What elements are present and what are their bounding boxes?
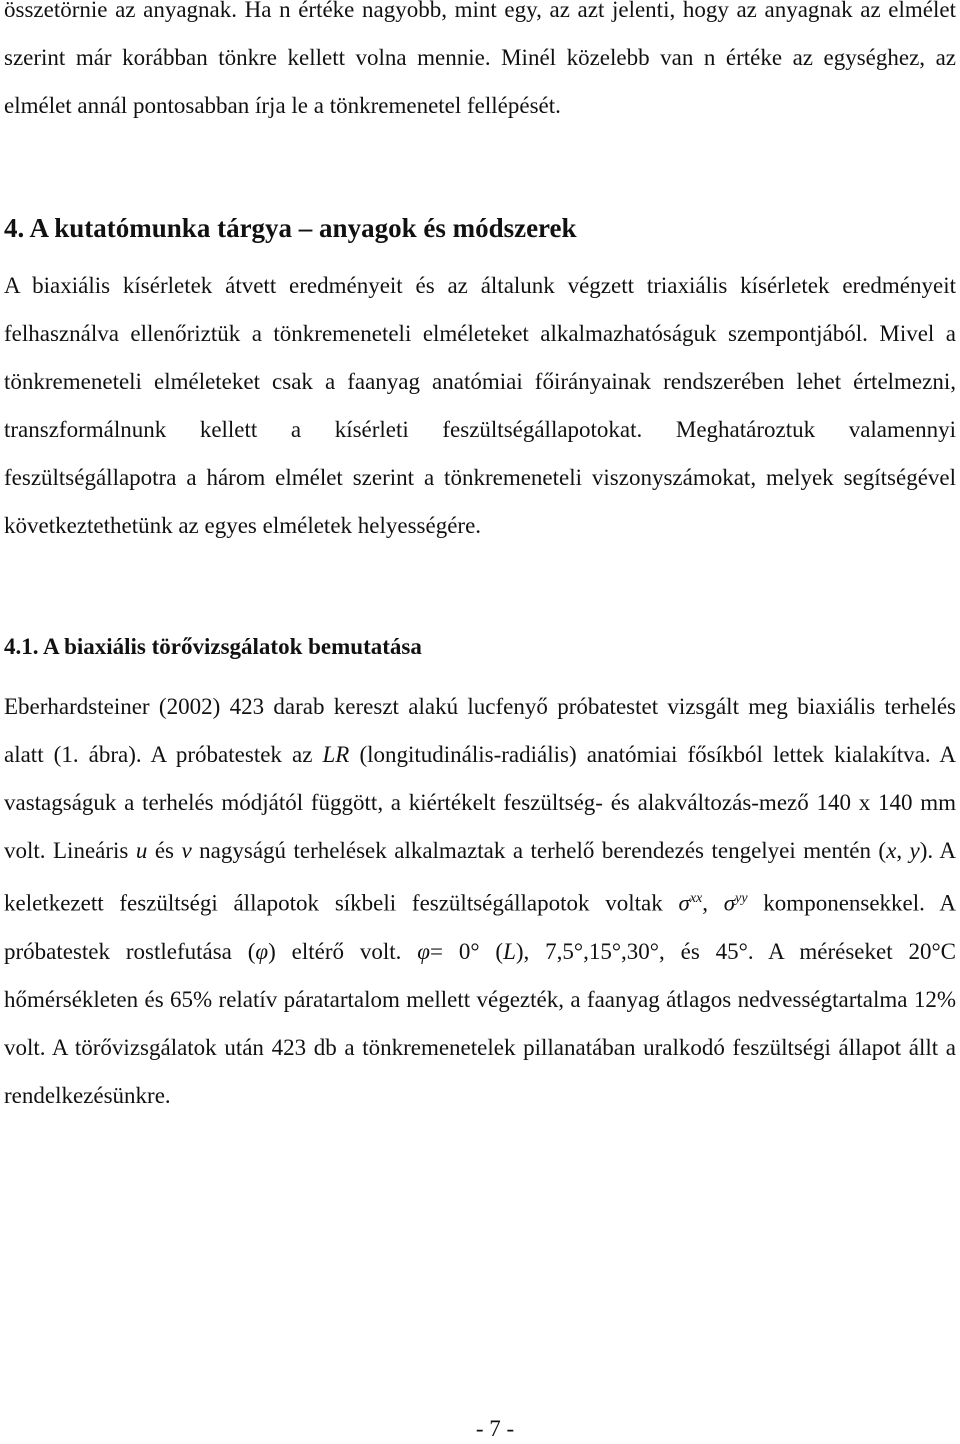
section-4-1-paragraph xyxy=(4,683,956,1120)
intro-paragraph: összetörnie az anyagnak. Ha n értéke nagyobb, mint egy, az azt jelenti, hogy az anyagnak az elmélet szerint már korábban tönkre kellett volna mennie. Minél közelebb van n értéke az egységhez, az elmélet annál pontosabban írja le a tönkremenetel fellépését. xyxy=(4,0,956,118)
page-number: - 7 - xyxy=(475,1416,515,1441)
text-run: Eberhardsteiner (2002) 423 darab kereszt alakú lucfenyő próbatestet vizsgált meg biaxiális terhelés alatt (1. ábra). A próbatestek az xyxy=(4,694,956,767)
sigma-symbol: σ xyxy=(678,890,690,916)
l-symbol: L xyxy=(503,938,516,964)
x-symbol: x xyxy=(886,838,897,863)
text-run: nagyságú terhelések alkalmaztak a terhelő berendezés tengelyei mentén ( xyxy=(191,838,887,863)
text-run: komponensekkel. A próbatestek rostlefutása ( xyxy=(4,890,957,964)
text-run: = 0° ( xyxy=(430,938,504,964)
v-symbol: v xyxy=(181,838,192,863)
text-run: ) eltérő volt. xyxy=(268,938,418,964)
text-run: ), 7,5°,15°,30°, és 45°. A méréseket 20°C hőmérsékleten és 65% relatív páratartalom mellett végezték, a faanyag átlagos nedvességtartalma 12% volt. A törővizsgálatok után 423 db a tönkremenetelek pillanatában uralkodó feszültségi állapot állt a rendelkezésünkre. xyxy=(4,938,957,1108)
phi-symbol: φ xyxy=(255,938,269,964)
section-4-1-heading: 4.1. A biaxiális törővizsgálatok bemutatása xyxy=(4,634,422,659)
u-symbol: u xyxy=(135,838,148,863)
phi-symbol: φ xyxy=(417,938,431,964)
text-run: ). A keletkezett feszültségi állapotok síkbeli feszültségállapotok voltak xyxy=(4,838,956,916)
sigma-symbol: σ xyxy=(723,890,736,916)
section-4-paragraph: A biaxiális kísérletek átvett eredményeit és az általunk végzett triaxiális kísérletek eredményeit felhasználva ellenőriztük a tönkremeneteli elméleteket alkalmazhatóságuk szempontjából. Mivel a tönkremeneteli elméleteket csak a faanyag anatómiai főirányainak rendszerében lehet értelmezni, transzformálnunk kellett a kísérleti feszültségállapotokat. Meghatároztuk valamennyi feszültségállapotra a három elmélet szerint a tönkremeneteli viszonyszámokat, melyek segítségével következtethetünk az egyes elméletek helyességére. xyxy=(4,273,956,538)
text-run: , xyxy=(702,890,724,916)
yy-superscript: yy xyxy=(735,891,748,906)
lr-symbol: LR xyxy=(322,742,350,767)
text-run: (longitudinális-radiális) anatómiai fősíkból lettek kialakítva. A vastagságuk a terhelés módjától függött, a kiértékelt feszültség- és alakváltozás-mező 140 x 140 mm volt. Lineáris xyxy=(4,742,956,863)
xx-superscript: xx xyxy=(689,891,703,906)
text-run: , xyxy=(896,838,910,863)
text-run: és xyxy=(147,838,182,863)
y-symbol: y xyxy=(909,838,920,863)
section-4-heading: 4. A kutatómunka tárgya – anyagok és módszerek xyxy=(4,213,577,243)
